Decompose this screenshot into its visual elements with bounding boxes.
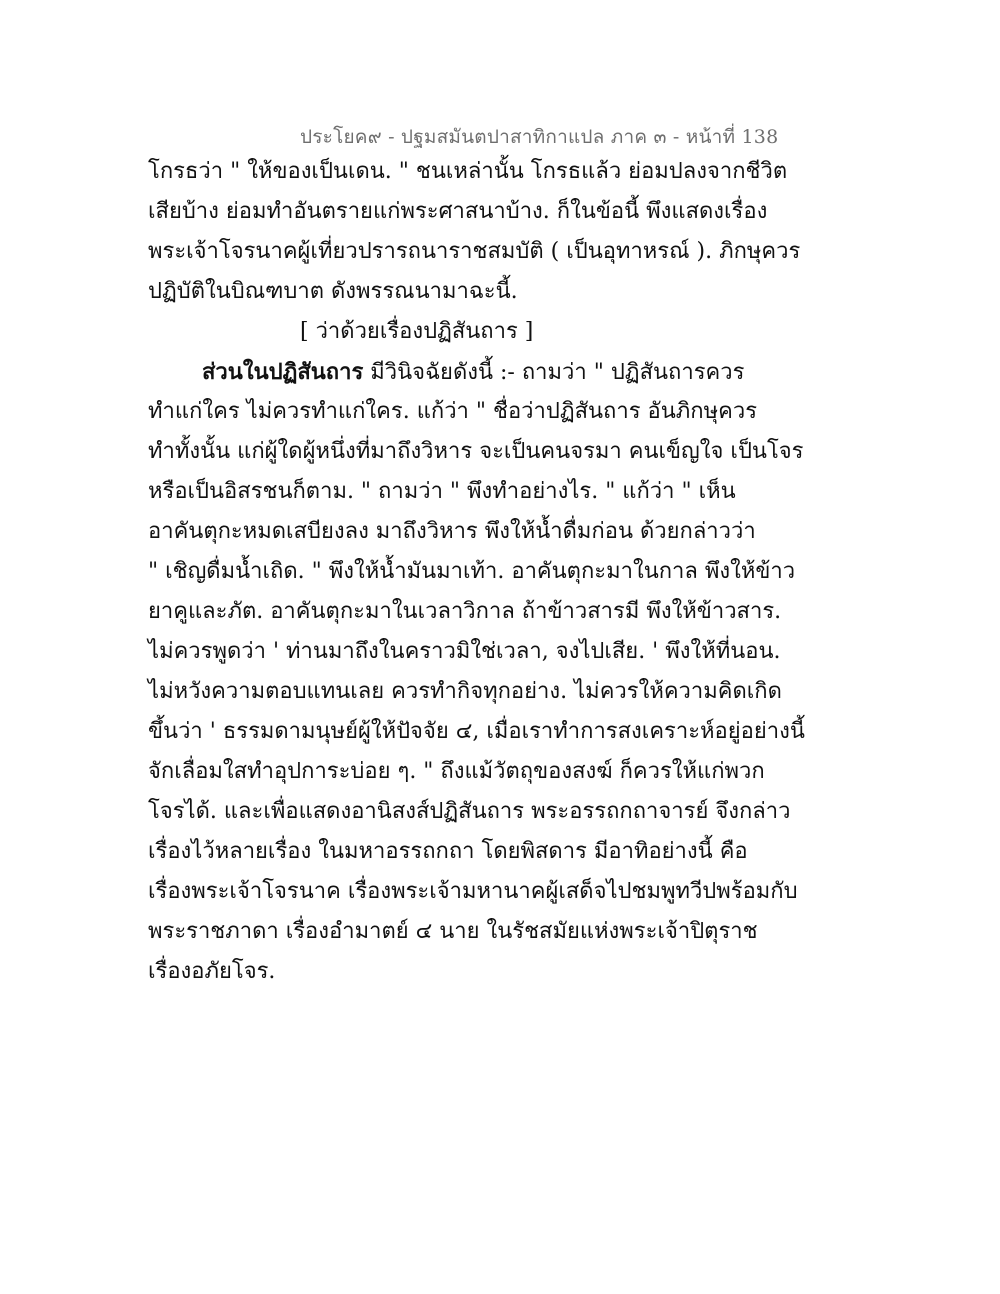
text-line: ขึ้นว่า ' ธรรมดามนุษย์ผู้ให้ปัจจัย ๔, เมื่อเราทำการสงเคราะห์อยู่อย่างนี้ [148, 719, 805, 744]
body-text [148, 152, 805, 992]
text-line: เรื่องอภัยโจร. [148, 959, 276, 984]
running-header: ประโยค๙ - ปฐมสมันตปาสาทิกาแปล ภาค ๓ - หน้าที่ 138 [300, 126, 779, 148]
text-line: โจรได้. และเพื่อแสดงอานิสงส์ปฏิสันถาร พระอรรถกถาจารย์ จึงกล่าว [148, 799, 791, 824]
text-line: " เชิญดื่มน้ำเถิด. " พึงให้น้ำมันมาเท้า. อาคันตุกะมาในกาล พึงให้ข้าว [148, 559, 796, 584]
text-line: ทำทั้งนั้น แก่ผู้ใดผู้หนึ่งที่มาถึงวิหาร จะเป็นคนจรมา คนเข็ญใจ เป็นโจร [148, 439, 804, 464]
text-line: เรื่องไว้หลายเรื่อง ในมหาอรรถกถา โดยพิสดาร มีอาทิอย่างนี้ คือ [148, 839, 748, 864]
text-line: ไม่หวังความตอบแทนเลย ควรทำกิจทุกอย่าง. ไม่ควรให้ความคิดเกิด [148, 679, 782, 704]
text-line: ปฏิบัติในบิณฑบาต ดังพรรณนามาฉะนี้. [148, 279, 518, 304]
section-heading: [ ว่าด้วยเรื่องปฏิสันถาร ] [300, 319, 534, 344]
text-line: ทำแก่ใคร ไม่ควรทำแก่ใคร. แก้ว่า " ชื่อว่าปฏิสันถาร อันภิกษุควร [148, 399, 758, 424]
text-line: ยาคูและภัต. อาคันตุกะมาในเวลาวิกาล ถ้าข้าวสารมี พึงให้ข้าวสาร. [148, 599, 782, 624]
text-line: พระราชภาดา เรื่องอำมาตย์ ๔ นาย ในรัชสมัยแห่งพระเจ้าปิตุราช [148, 919, 758, 944]
paragraph-first-line [148, 352, 745, 392]
text-line: อาคันตุกะหมดเสบียงลง มาถึงวิหาร พึงให้น้ำดื่มก่อน ด้วยกล่าวว่า [148, 519, 756, 544]
text-line: จักเลื่อมใสทำอุปการะบ่อย ๆ. " ถึงแม้วัตถุของสงฆ์ ก็ควรให้แก่พวก [148, 759, 765, 784]
text-line: เสียบ้าง ย่อมทำอันตรายแก่พระศาสนาบ้าง. ก็ในข้อนี้ พึงแสดงเรื่อง [148, 199, 768, 224]
text-line: หรือเป็นอิสรชนก็ตาม. " ถามว่า " พึงทำอย่างไร. " แก้ว่า " เห็น [148, 479, 736, 504]
text-line: พระเจ้าโจรนาคผู้เที่ยวปรารถนาราชสมบัติ ( เป็นอุทาหรณ์ ). ภิกษุควร [148, 239, 801, 264]
paragraph-lead-bold: ส่วนในปฏิสันถาร [202, 359, 364, 385]
text-line: ไม่ควรพูดว่า ' ท่านมาถึงในคราวมิใช่เวลา, จงไปเสีย. ' พึงให้ที่นอน. [148, 639, 781, 664]
text-line: เรื่องพระเจ้าโจรนาค เรื่องพระเจ้ามหานาคผู้เสด็จไปชมพูทวีปพร้อมกับ [148, 879, 798, 904]
text-line: โกรธว่า " ให้ของเป็นเดน. " ชนเหล่านั้น โกรธแล้ว ย่อมปลงจากชีวิต [148, 159, 788, 184]
paragraph-lead-rest: มีวินิจฉัยดังนี้ :- ถามว่า " ปฏิสันถารควร [363, 360, 745, 385]
